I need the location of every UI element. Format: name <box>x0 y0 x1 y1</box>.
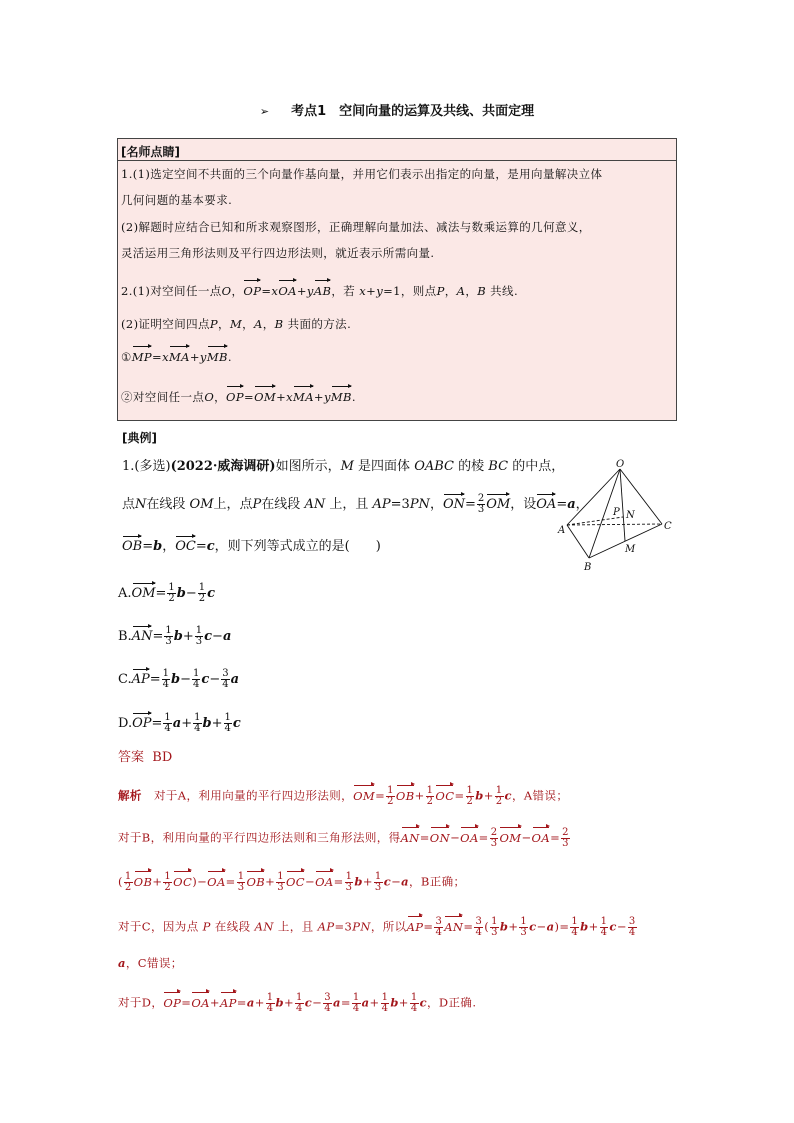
option-a[interactable]: A.OM= $\frac{1}{2}$ b− $\frac{1}{2}$ c <box>118 582 216 604</box>
tips-header: [名师点睛] <box>121 145 180 159</box>
label-p: P <box>613 507 620 518</box>
tips-line-2: 几何问题的基本要求. <box>121 193 233 207</box>
segment-an <box>567 517 623 525</box>
tips-line-7: ①MP=xMA+yMB. <box>121 350 232 364</box>
question-line-1: 1.(多选)(2022·威海调研)如图所示，M 是四面体 OABC 的棱 BC 的中点， <box>122 459 565 474</box>
question-line-2: 点N在线段 OM上，点P在线段 AN 上，且 AP=3PN，ON= $\frac{2}{3}$ OM，设OA=a， <box>122 493 589 515</box>
label-c: C <box>664 521 672 532</box>
edge-ab <box>567 525 589 558</box>
label-o: O <box>616 459 625 470</box>
answer-label: 答案 <box>118 750 145 765</box>
tips-line-4: 灵活运用三角形法则及平行四边形法则，就近表示所需向量. <box>121 246 435 260</box>
option-b[interactable]: B.AN= $\frac{1}{3}$ b+ $\frac{1}{3}$ c−a <box>118 625 232 647</box>
explanation-line-3: ( $\frac{1}{2}$ OB+ $\frac{1}{2}$ OC)−OA= $\frac{1}{3}$ OB+ $\frac{1}{3}$ OC−OA= $\frac{1}{3}$ b+ $\frac{1}{3}$ c−a，B正确； <box>118 871 466 893</box>
label-b: B <box>584 562 592 573</box>
explanation-line-2: 对于B，利用向量的平行四边形法则和三角形法则，得AN=ON−OA= $\frac{2}{3}$ OM−OA= $\frac{2}{3}$ <box>118 827 569 849</box>
example-header: [典例] <box>122 431 157 445</box>
arrow-bullet-icon: ➢ <box>259 105 270 118</box>
label-m: M <box>625 544 636 555</box>
tips-line-1: 1.(1)选定空间不共面的三个向量作基向量，并用它们表示出指定的向量，是用向量解决立体 <box>121 167 603 181</box>
option-d[interactable]: D.OP= $\frac{1}{4}$ a+ $\frac{1}{4}$ b+ $\frac{1}{4}$ c <box>118 712 241 734</box>
tips-line-5: 2.(1)对空间任一点O，OP=xOA+yAB，若 x+y=1，则点P，A，B 共线. <box>121 284 519 298</box>
label-n: N <box>626 510 635 521</box>
answer-line <box>118 750 172 766</box>
answer-value: BD <box>152 750 173 765</box>
section-title <box>0 100 794 119</box>
tips-line-3: (2)解题时应结合已知和所求观察图形，正确理解向量加法、减法与数乘运算的几何意义， <box>121 220 591 234</box>
explanation-line-6: 对于D，OP=OA+AP=a+ $\frac{1}{4}$ b+ $\frac{1}{4}$ c− $\frac{3}{4}$ a= $\frac{1}{4}$ a+ $\frac{1}{4}$ b+ $\frac{1}{4}$ c，D正确. <box>118 992 477 1014</box>
option-c[interactable]: C.AP= $\frac{1}{4}$ b− $\frac{1}{4}$ c− $\frac{3}{4}$ a <box>118 668 240 690</box>
tetrahedron-figure <box>555 455 685 575</box>
label-a: A <box>558 525 566 536</box>
explanation-line-5: a，C错误； <box>118 956 183 970</box>
explanation-line-1: 解析 对于A，利用向量的平行四边形法则，OM= $\frac{1}{2}$ OB+ $\frac{1}{2}$ OC= $\frac{1}{2}$ b+ $\frac{1}{2}$ c，A错误； <box>118 785 569 807</box>
question-line-3: OB=b，OC=c，则下列等式成立的是( ) <box>122 539 381 554</box>
segment-om <box>620 469 625 541</box>
explanation-line-4: 对于C，因为点 P 在线段 AN 上，且 AP=3PN，所以AP= $\frac{3}{4}$ AN= $\frac{3}{4}$ ( $\frac{1}{3}$ b+ $\frac{1}{3}$ c−a)= $\frac{1}{4}$ b+ $\frac{1}{4}$ c− $\frac{3}{4}$ <box>118 916 636 938</box>
divider <box>118 160 676 161</box>
section-title-text: 考点1 空间向量的运算及共线、共面定理 <box>291 104 535 119</box>
edge-ac <box>567 524 662 525</box>
teacher-tips-box <box>117 138 677 421</box>
tips-line-8: ②对空间任一点O，OP=OM+xMA+yMB. <box>121 390 356 404</box>
tips-line-6: (2)证明空间四点P，M，A，B 共面的方法. <box>121 317 352 331</box>
